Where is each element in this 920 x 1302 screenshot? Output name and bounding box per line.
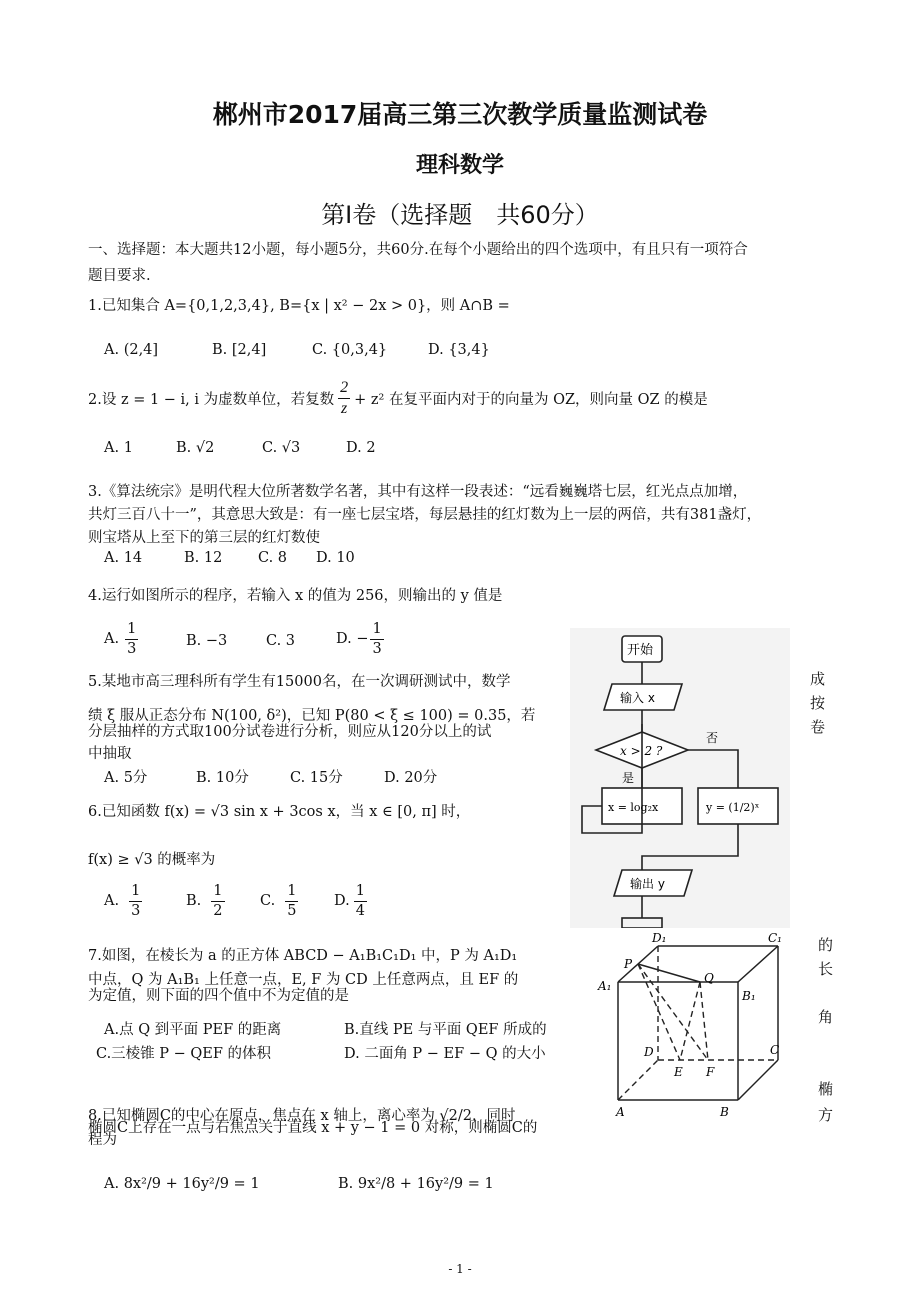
cube-label-q: Q (704, 971, 714, 985)
q8-line1: 8.已知椭圆C的中心在原点，焦点在 x 轴上，离心率为 √2/2，同时 (88, 1108, 516, 1124)
page-number: - 1 - (448, 1262, 472, 1276)
side-char-6: 角 (818, 1008, 834, 1026)
q2-fraction (338, 380, 350, 417)
q7-option-a: A.点 Q 到平面 PEF 的距离 (104, 1022, 282, 1038)
q4-a-den: 3 (127, 640, 137, 657)
q4-d-num: 1 (370, 622, 383, 640)
q5-line4: 中抽取 (88, 746, 132, 762)
q8-line3: 程为 (88, 1132, 117, 1148)
q2-option-c: C. √3 (262, 440, 301, 456)
q4-option-c: C. 3 (266, 633, 296, 649)
q6-option-c (260, 884, 298, 918)
q6-c-frac (285, 884, 298, 918)
section-heading: 第Ⅰ卷（选择题 共60分） (321, 201, 599, 229)
q2-option-d: D. 2 (346, 440, 376, 456)
q5-option-b: B. 10分 (196, 770, 249, 786)
q2-stem-a: 2.设 z = 1 − i, i 为虚数单位，若复数 (88, 392, 335, 408)
q5-line3: 分层抽样的方式取100分试卷进行分析，则应从120分以上的试 (88, 724, 492, 740)
q3-option-b: B. 12 (184, 550, 223, 566)
q6-a-den: 3 (131, 902, 141, 919)
q2-stem (88, 380, 708, 417)
q7-line2: 中点，Q 为 A₁B₁ 上任意一点，E, F 为 CD 上任意两点，且 EF 的 (88, 972, 519, 988)
q4-option-a-frac (125, 622, 138, 656)
q6-a-num: 1 (129, 884, 142, 902)
q4-option-a-label: A. (104, 631, 120, 647)
q1-option-a: A. (2,4] (104, 342, 159, 358)
cube-label-e: E (674, 1065, 683, 1079)
instructions-line2: 题目要求. (88, 268, 151, 284)
flow-output-label: 输出 y (630, 877, 665, 891)
exam-title: 郴州市2017届高三第三次教学质量监测试卷 (212, 100, 708, 129)
q6-option-a (104, 884, 142, 918)
q3-line2: 共灯三百八十一”，其意思大致是：有一座七层宝塔，每层悬挂的红灯数为上一层的两倍，共有381盏灯， (88, 507, 762, 523)
q3-line3: 则宝塔从上至下的第三层的红灯数使 (88, 530, 320, 546)
side-char-7: 椭 (818, 1080, 834, 1098)
q1-option-d: D. {3,4} (428, 342, 490, 358)
q7-option-d: D. 二面角 P − EF − Q 的大小 (344, 1046, 546, 1062)
q7-option-c: C.三棱锥 P − QEF 的体积 (96, 1046, 272, 1062)
q1-option-b: B. [2,4] (212, 342, 267, 358)
q6-option-b (186, 884, 225, 918)
q8-line2: 椭圆C上存在一点与右焦点关于直线 x + y − 1 = 0 对称，则椭圆C的 (88, 1120, 538, 1136)
q6-b-den: 2 (213, 902, 223, 919)
q5-line1: 5.某地市高三理科所有学生有15000名，在一次调研测试中，数学 (88, 674, 511, 690)
q3-option-c: C. 8 (258, 550, 288, 566)
q3-line1: 3.《算法统宗》是明代程大位所著数学名著，其中有这样一段表述：“远看巍巍塔七层，红光点点加增， (88, 484, 748, 500)
q6-b-frac (211, 884, 224, 918)
q6-c-den: 5 (287, 902, 297, 919)
q6-c-label: C. (260, 893, 276, 909)
q6-d-den: 4 (355, 902, 365, 919)
q8-option-b: B. 9x²/8 + 16y²/9 = 1 (338, 1176, 494, 1192)
flow-yes-label: 是 (622, 771, 635, 785)
cube-label-f: F (706, 1065, 715, 1079)
q5-option-d: D. 20分 (384, 770, 438, 786)
cube-label-d1: D₁ (652, 931, 667, 945)
q6-option-d (334, 884, 367, 918)
cube-label-b: B (720, 1105, 729, 1119)
q5-option-c: C. 15分 (290, 770, 343, 786)
q6-b-label: B. (186, 893, 202, 909)
flow-no-label: 否 (706, 731, 719, 745)
q4-option-d-label: D. − (336, 631, 369, 647)
flow-cond-label: x > 2 ? (620, 744, 663, 758)
q4-option-a (104, 622, 138, 656)
q6-d-label: D. (334, 893, 350, 909)
q6-a-label: A. (104, 893, 120, 909)
cube-label-d: D (644, 1045, 654, 1059)
q6-d-frac (354, 884, 367, 918)
q6-c-num: 1 (285, 884, 298, 902)
cube-label-p: P (624, 957, 633, 971)
flow-input-label: 输入 x (620, 691, 655, 705)
q6-line2: f(x) ≥ √3 的概率为 (88, 852, 216, 868)
side-char-4: 的 (818, 936, 834, 954)
cube-label-c1: C₁ (768, 931, 782, 945)
q2-frac-den: z (341, 400, 348, 417)
q4-option-d-frac (370, 622, 383, 656)
q5-line2: 绩 ξ 服从正态分布 N(100, δ²)，已知 P(80 < ξ ≤ 100) = 0.35，若 (88, 708, 536, 724)
q6-d-num: 1 (354, 884, 367, 902)
q4-stem: 4.运行如图所示的程序，若输入 x 的值为 256，则输出的 y 值是 (88, 588, 503, 604)
q2-option-a: A. 1 (104, 440, 133, 456)
cube-label-a1: A₁ (598, 979, 612, 993)
q2-stem-b: + z² 在复平面内对于的向量为 OZ，则向量 OZ 的模是 (354, 392, 708, 408)
q3-option-d: D. 10 (316, 550, 355, 566)
side-char-8: 方 (818, 1106, 834, 1124)
q5-option-a: A. 5分 (104, 770, 148, 786)
q3-option-a: A. 14 (104, 550, 143, 566)
q4-option-b: B. −3 (186, 633, 228, 649)
cube-label-c: C (770, 1043, 780, 1057)
flow-start-label: 开始 (627, 643, 654, 658)
q8-option-a: A. 8x²/9 + 16y²/9 = 1 (104, 1176, 260, 1192)
side-char-1: 成 (810, 670, 826, 688)
flowchart-figure (570, 628, 790, 928)
q1-option-c: C. {0,3,4} (312, 342, 388, 358)
exam-subtitle: 理科数学 (415, 153, 504, 178)
q2-option-b: B. √2 (176, 440, 215, 456)
flow-left-box-label: x = log₂x (608, 801, 659, 814)
q7-option-b: B.直线 PE 与平面 QEF 所成的 (344, 1022, 547, 1038)
q6-line1: 6.已知函数 f(x) = √3 sin x + 3cos x，当 x ∈ [0, π] 时， (88, 804, 471, 820)
side-char-5: 长 (818, 960, 834, 978)
side-char-3: 卷 (810, 718, 826, 736)
q7-line1: 7.如图，在棱长为 a 的正方体 ABCD − A₁B₁C₁D₁ 中，P 为 A₁D₁ (88, 948, 518, 964)
cube-label-b1: B₁ (742, 989, 756, 1003)
flow-right-box-label: y = (1/2)ˣ (706, 801, 760, 814)
q1-stem: 1.已知集合 A={0,1,2,3,4}, B={x | x² − 2x > 0}，则 A∩B = (88, 298, 510, 314)
q7-line3: 为定值，则下面的四个值中不为定值的是 (88, 988, 349, 1004)
q2-frac-num: 2 (338, 380, 350, 399)
q6-b-num: 1 (211, 884, 224, 902)
cube-figure (596, 930, 806, 1122)
side-char-2: 按 (810, 694, 826, 712)
instructions-line1: 一、选择题：本大题共12小题，每小题5分，共60分.在每个小题给出的四个选项中，有且只有一项符合 (88, 242, 748, 258)
q4-a-num: 1 (125, 622, 138, 640)
q4-d-den: 3 (372, 640, 382, 657)
q6-a-frac (129, 884, 142, 918)
q4-option-d (336, 622, 384, 656)
cube-label-a: A (616, 1105, 625, 1119)
